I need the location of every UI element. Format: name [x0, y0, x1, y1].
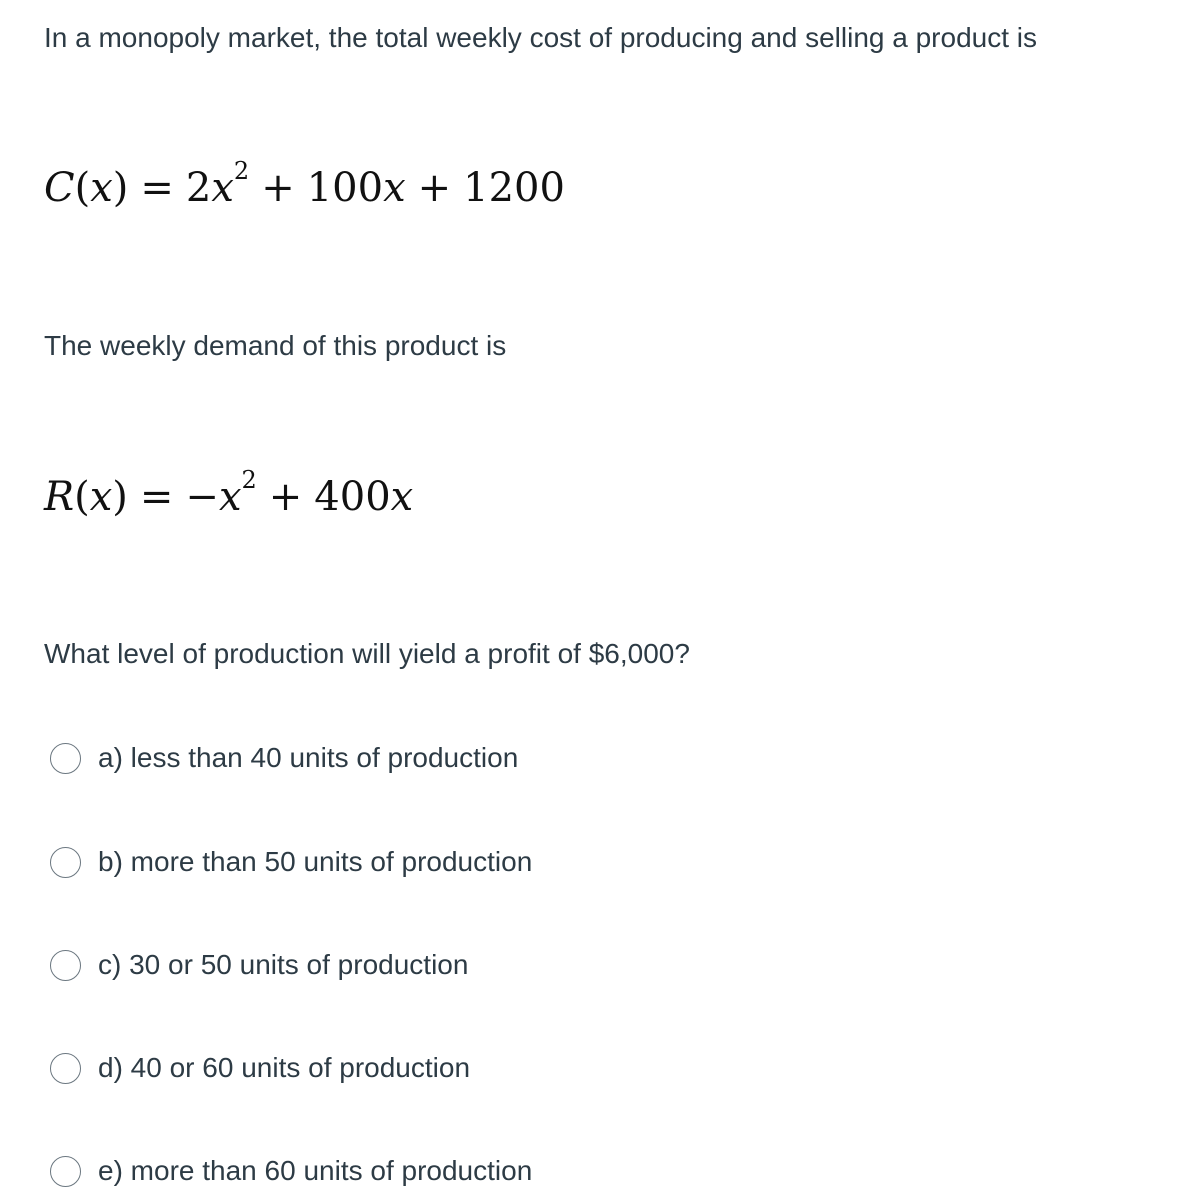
- answer-option-d-label[interactable]: d) 40 or 60 units of production: [98, 1052, 471, 1083]
- cost-equals: =: [140, 165, 174, 211]
- revenue-function-name: R: [44, 474, 75, 520]
- answer-option-a-label[interactable]: a) less than 40 units of production: [98, 742, 519, 773]
- answer-option-c[interactable]: [50, 945, 468, 985]
- answer-option-e-label[interactable]: e) more than 60 units of production: [98, 1155, 533, 1186]
- cost-coef-1: 2: [185, 165, 212, 211]
- question-text: What level of production will yield a profit of $6,000?: [44, 638, 690, 669]
- cost-function-name: C: [44, 165, 75, 211]
- revenue-minus: −: [185, 474, 219, 520]
- answer-option-c-label[interactable]: c) 30 or 50 units of production: [98, 949, 469, 980]
- cost-constant: 1200: [463, 165, 565, 211]
- cost-var-1: x: [211, 165, 234, 211]
- demand-intro-text: The weekly demand of this product is: [44, 330, 507, 361]
- question-intro-text: In a monopoly market, the total weekly cost of producing and selling a product is: [44, 22, 1037, 53]
- revenue-plus: +: [268, 474, 303, 520]
- radio-button-a[interactable]: [50, 743, 81, 774]
- cost-plus-1: +: [261, 165, 295, 211]
- revenue-equation: $R(x) = -x^2 + 400x$: [44, 466, 414, 520]
- revenue-exponent: 2: [241, 466, 257, 494]
- radio-button-b[interactable]: [50, 847, 81, 878]
- cost-exponent: 2: [233, 157, 250, 185]
- cost-var-2: x: [383, 165, 406, 211]
- answer-option-b-label[interactable]: b) more than 50 units of production: [98, 846, 533, 877]
- revenue-var-2: x: [390, 474, 414, 520]
- radio-button-e[interactable]: [50, 1156, 81, 1187]
- cost-coef-2: 100: [306, 165, 384, 211]
- answer-option-e[interactable]: [50, 1151, 532, 1191]
- radio-button-c[interactable]: [50, 950, 81, 981]
- answer-option-b[interactable]: [50, 842, 532, 882]
- revenue-coef-2: 400: [314, 474, 391, 520]
- cost-plus-2: +: [417, 165, 452, 211]
- radio-button-d[interactable]: [50, 1053, 81, 1084]
- revenue-equals: =: [139, 474, 174, 520]
- revenue-var-1: x: [218, 474, 242, 520]
- answer-option-a[interactable]: [50, 738, 518, 778]
- revenue-function-arg: x: [89, 474, 113, 520]
- cost-equation: $C(x) = 2x^2 + 100x + 1200$: [44, 157, 565, 211]
- answer-option-d[interactable]: [50, 1048, 470, 1088]
- cost-function-arg: x: [90, 165, 113, 211]
